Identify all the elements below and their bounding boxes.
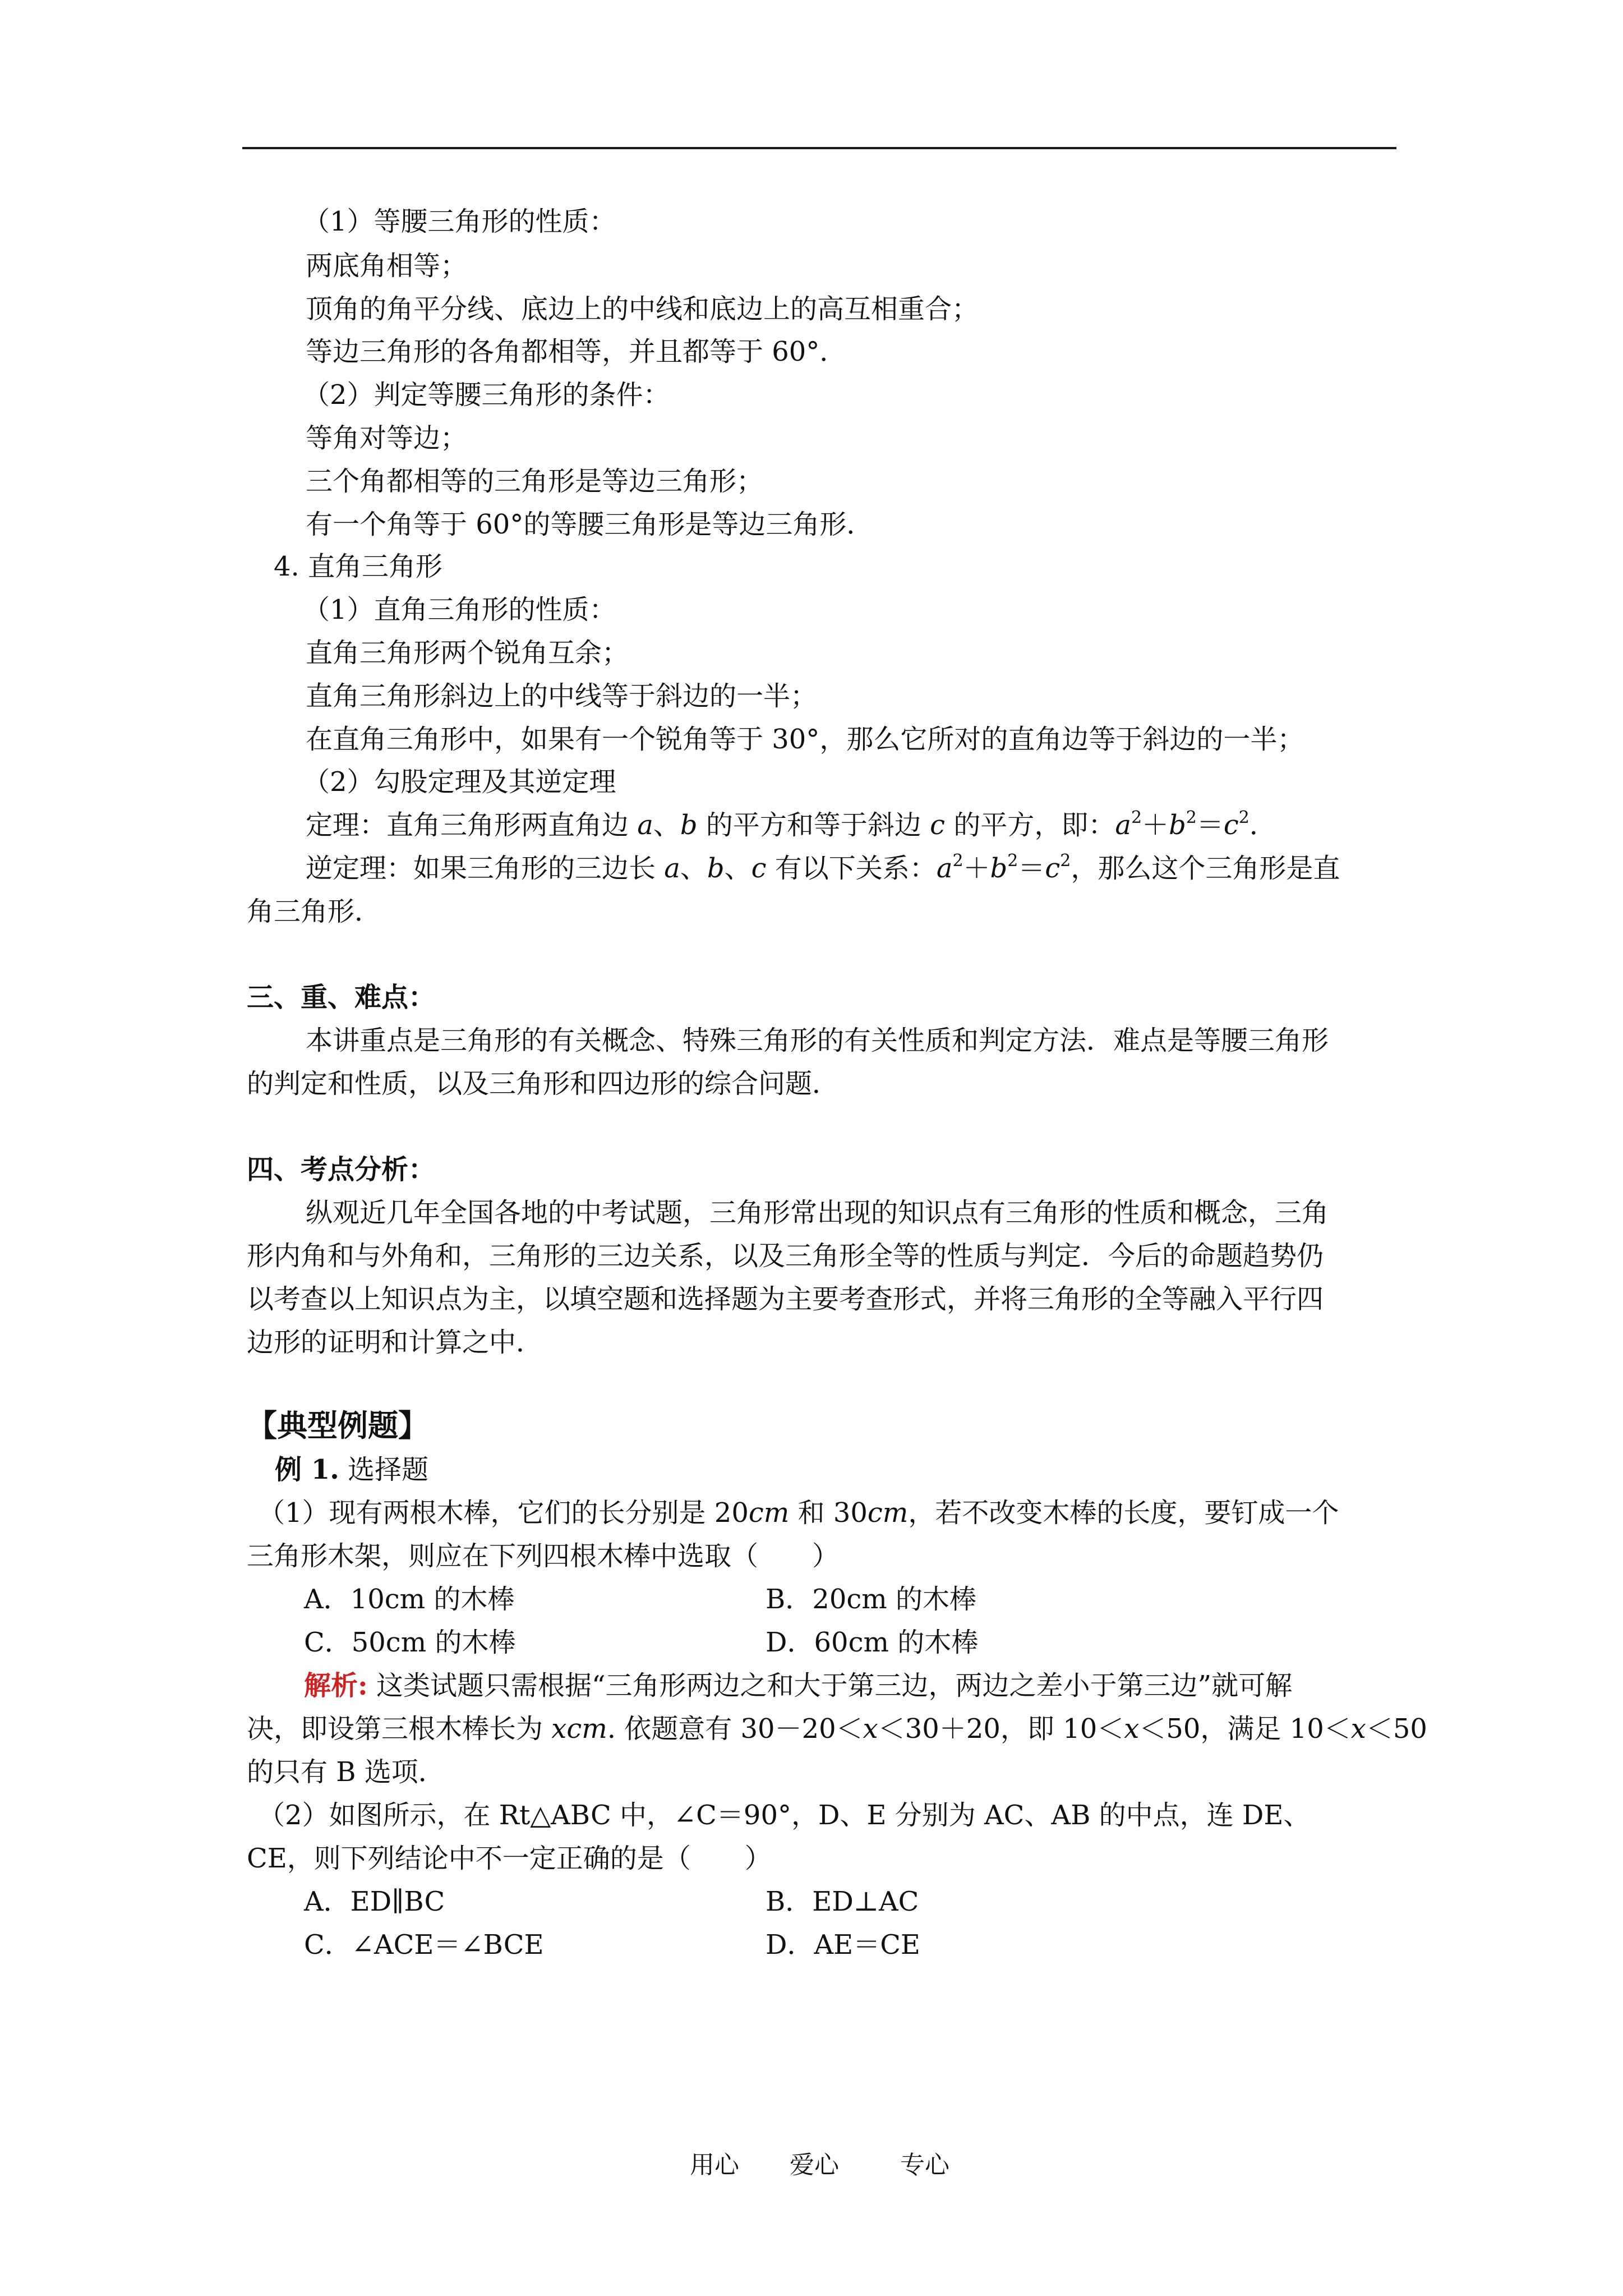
question-1-option-d: D．60cm 的木棒: [766, 1627, 979, 1658]
isosceles-judge-1: 等角对等边；: [306, 422, 468, 454]
question-2-option-b: B．ED⊥AC: [766, 1886, 919, 1917]
question-2-option-c: C．∠ACE＝∠BCE: [304, 1929, 544, 1961]
pythagoras-theorem: 定理：直角三角形两直角边 a、b 的平方和等于斜边 c 的平方，即：$a^2+b^2=c^2$．: [306, 808, 1276, 841]
question-2-option-a: A．ED∥BC: [304, 1886, 445, 1917]
section-3-line-1: 本讲重点是三角形的有关概念、特殊三角形的有关性质和判定方法．难点是等腰三角形: [306, 1025, 1329, 1056]
question-2-line-2: CE，则下列结论中不一定正确的是（ ）: [247, 1843, 772, 1874]
section-3-line-2: 的判定和性质，以及三角形和四边形的综合问题．: [247, 1068, 840, 1099]
question-1-option-c: C．50cm 的木棒: [304, 1627, 516, 1658]
section-4-title: 四、考点分析：: [247, 1154, 436, 1185]
isosceles-heading: （1）等腰三角形的性质：: [303, 206, 616, 237]
isosceles-judge-2: 三个角都相等的三角形是等边三角形；: [306, 466, 764, 497]
example-1-heading: 例 1. 选择题: [275, 1454, 429, 1485]
right-triangle-heading: 4. 直角三角形: [274, 551, 443, 582]
section-4-line-3: 以考查以上知识点为主，以填空题和选择题为主要考查形式，并将三角形的全等融入平行四: [247, 1283, 1324, 1315]
question-1-line-2: 三角形木架，则应在下列四根木棒中选取（ ）: [247, 1540, 840, 1572]
question-2-option-d: D．AE＝CE: [766, 1929, 920, 1961]
question-1-option-a: A．10cm 的木棒: [304, 1584, 515, 1615]
question-1-option-b: B．20cm 的木棒: [766, 1584, 977, 1615]
isosceles-judge-3: 有一个角等于 60°的等腰三角形是等边三角形．: [306, 509, 874, 540]
section-3-title: 三、重、难点：: [247, 982, 436, 1013]
question-2-line-1: （2）如图所示，在 Rt△ABC 中，∠C＝90°，D、E 分别为 AC、AB 的中点，连 DE、: [258, 1800, 1311, 1831]
section-4-line-2: 形内角和与外角和，三角形的三边关系，以及三角形全等的性质与判定．今后的命题趋势仍: [247, 1240, 1324, 1272]
footer-word-1: 用心: [690, 2151, 739, 2179]
right-triangle-prop-2: 直角三角形斜边上的中线等于斜边的一半；: [306, 680, 818, 712]
footer-word-2: 爱心: [790, 2151, 839, 2179]
examples-title: 【典型例题】: [247, 1407, 428, 1443]
question-1-line-1: （1）现有两根木棒，它们的长分别是 20cm 和 30cm，若不改变木棒的长度，要钉成一个: [258, 1497, 1339, 1529]
section-4-line-4: 边形的证明和计算之中．: [247, 1327, 543, 1358]
analysis-line-1: 解析: 这类试题只需根据“三角形两边之和大于第三边，两边之差小于第三边”就可解: [304, 1670, 1293, 1701]
header-rule: [242, 147, 1396, 149]
pythagoras-converse: 逆定理：如果三角形的三边长 a、b、c 有以下关系：$a^2+b^2=c^2$，那么这个三角形是直: [306, 851, 1340, 884]
isosceles-prop-3: 等边三角形的各角都相等，并且都等于 60°．: [306, 336, 847, 367]
pythagoras-converse-cont: 角三角形．: [247, 896, 382, 927]
footer-word-3: 专心: [900, 2151, 949, 2179]
isosceles-prop-2: 顶角的角平分线、底边上的中线和底边上的高互相重合；: [306, 293, 979, 325]
analysis-line-2: 决，即设第三根木棒长为 xcm. 依题意有 30－20＜x＜30＋20，即 10＜x＜50，满足 10＜x＜50: [247, 1713, 1427, 1745]
pythagoras-heading: （2）勾股定理及其逆定理: [303, 766, 616, 798]
right-triangle-prop-heading: （1）直角三角形的性质：: [303, 594, 616, 625]
section-4-line-1: 纵观近几年全国各地的中考试题，三角形常出现的知识点有三角形的性质和概念，三角: [306, 1197, 1329, 1228]
right-triangle-prop-1: 直角三角形两个锐角互余；: [306, 637, 629, 669]
isosceles-prop-1: 两底角相等；: [306, 250, 468, 282]
right-triangle-prop-3: 在直角三角形中，如果有一个锐角等于 30°，那么它所对的直角边等于斜边的一半；: [306, 724, 1304, 755]
analysis-line-3: 的只有 B 选项．: [247, 1756, 445, 1788]
isosceles-judge-heading: （2）判定等腰三角形的条件：: [303, 379, 670, 411]
